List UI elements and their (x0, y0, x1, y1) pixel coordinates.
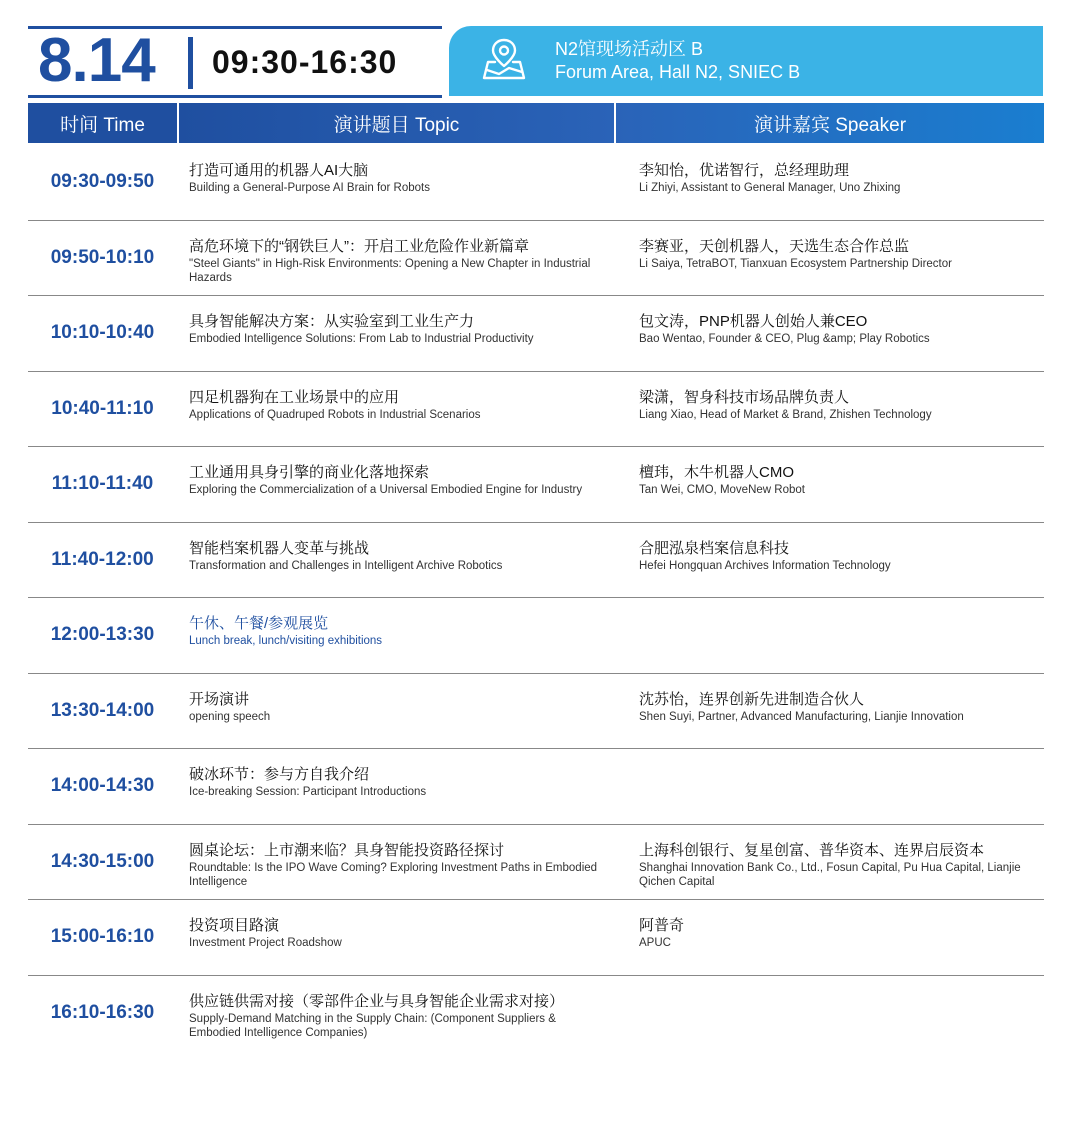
map-pin-icon (481, 36, 527, 82)
session-topic (189, 614, 609, 648)
topic-zh: 四足机器狗在工业场景中的应用 (189, 388, 400, 406)
topic-zh: 供应链供需对接（零部件企业与具身智能企业需求对接） (189, 992, 565, 1010)
table-row (28, 825, 1044, 901)
session-time: 09:30-09:50 (50, 171, 155, 193)
session-time: 15:00-16:10 (50, 926, 155, 948)
topic-en: Ice-breaking Session: Participant Introductions (189, 786, 427, 798)
speaker-en: APUC (639, 937, 671, 949)
session-time: 10:40-11:10 (51, 397, 154, 419)
speaker-en: Bao Wentao, Founder & CEO, Plug &amp; Play Robotics (639, 333, 930, 345)
session-topic (189, 237, 609, 285)
session-time: 14:00-14:30 (50, 775, 155, 797)
session-speaker (639, 539, 1039, 573)
date-time-block (28, 26, 442, 98)
table-header (28, 103, 1044, 143)
topic-en: Embodied Intelligence Solutions: From Lab to Industrial Productivity (189, 333, 534, 345)
divider-bar (188, 37, 193, 89)
location-en: Forum Area, Hall N2, SNIEC B (555, 62, 801, 82)
session-speaker (639, 463, 1039, 497)
session-time: 13:30-14:00 (50, 699, 155, 721)
topic-zh: 圆桌论坛：上市潮来临？具身智能投资路径探讨 (189, 841, 505, 859)
location-banner (449, 26, 1043, 96)
session-speaker (639, 237, 1039, 271)
topic-zh: 高危环境下的“钢铁巨人”：开启工业危险作业新篇章 (189, 237, 529, 255)
session-time: 14:30-15:00 (50, 850, 155, 872)
topic-en: Lunch break, lunch/visiting exhibitions (189, 635, 383, 647)
speaker-zh: 梁潇，智身科技市场品牌负责人 (639, 388, 850, 406)
speaker-en: Li Zhiyi, Assistant to General Manager, Uno Zhixing (639, 182, 901, 194)
session-speaker (639, 841, 1039, 889)
session-speaker (639, 312, 1039, 346)
session-topic (189, 463, 609, 497)
event-time-range: 09:30-16:30 (212, 44, 398, 80)
speaker-zh: 李知怡，优诺智行，总经理助理 (639, 162, 850, 179)
session-topic (189, 841, 609, 889)
topic-en: Investment Project Roadshow (189, 937, 342, 949)
topic-en: Supply-Demand Matching in the Supply Chain: (Component Suppliers & Embodied Intelligence Companies) (189, 1012, 556, 1039)
session-topic (189, 765, 609, 799)
table-row (28, 749, 1044, 825)
topic-zh: 打造可通用的机器人AI大脑 (189, 162, 369, 179)
location-text (555, 38, 800, 84)
table-row (28, 221, 1044, 297)
topic-zh: 工业通用具身引擎的商业化落地探索 (189, 464, 430, 481)
topic-zh: 具身智能解决方案：从实验室到工业生产力 (189, 313, 475, 330)
topic-zh: 智能档案机器人变革与挑战 (189, 539, 370, 557)
speaker-en: Liang Xiao, Head of Market & Brand, Zhishen Technology (639, 408, 932, 421)
session-speaker (639, 765, 1039, 766)
column-header-time: 时间 Time (28, 103, 177, 143)
speaker-en: Li Saiya, TetraBOT, Tianxuan Ecosystem Partnership Director (639, 257, 952, 270)
table-row (28, 372, 1044, 448)
session-topic (189, 539, 609, 573)
table-row (28, 447, 1044, 523)
column-header-speaker: 演讲嘉宾 Speaker (614, 103, 1044, 143)
topic-en: opening speech (189, 710, 271, 723)
topic-zh: 破冰环节：参与方自我介绍 (189, 766, 370, 783)
speaker-zh: 沈苏怡，连界创新先进制造合伙人 (639, 690, 865, 708)
topic-zh: 午休、午餐/参观展览 (189, 615, 329, 632)
table-row (28, 296, 1044, 372)
speaker-en: Shanghai Innovation Bank Co., Ltd., Fosun Capital, Pu Hua Capital, Lianjie Qichen Capital (639, 861, 1021, 888)
session-speaker (639, 690, 1039, 724)
topic-zh: 投资项目路演 (189, 917, 280, 934)
speaker-zh: 李赛亚，天创机器人，天选生态合作总监 (639, 237, 910, 255)
table-row (28, 674, 1044, 750)
speaker-zh: 檀玮，木牛机器人CMO (639, 464, 794, 481)
session-topic (189, 161, 609, 195)
column-header-topic: 演讲题目 Topic (177, 103, 614, 143)
session-topic (189, 312, 609, 346)
location-zh: N2馆现场活动区 B (555, 39, 704, 59)
table-row (28, 976, 1044, 1052)
session-speaker (639, 388, 1039, 422)
header (0, 0, 1080, 100)
speaker-zh: 合肥泓泉档案信息科技 (639, 539, 790, 557)
session-time: 12:00-13:30 (50, 624, 155, 646)
session-speaker (639, 161, 1039, 195)
topic-en: "Steel Giants" in High-Risk Environments: Opening a New Chapter in Industrial Hazards (189, 257, 591, 284)
table-row (28, 598, 1044, 674)
session-speaker (639, 992, 1039, 993)
speaker-en: Tan Wei, CMO, MoveNew Robot (639, 484, 805, 496)
table-row (28, 900, 1044, 976)
session-topic (189, 690, 609, 724)
topic-en: Transformation and Challenges in Intelligent Archive Robotics (189, 559, 503, 572)
speaker-en: Shen Suyi, Partner, Advanced Manufacturing, Lianjie Innovation (639, 710, 964, 723)
speaker-zh: 包文涛，PNP机器人创始人兼CEO (639, 313, 868, 330)
table-row (28, 145, 1044, 221)
session-topic (189, 916, 609, 950)
topic-en: Applications of Quadruped Robots in Industrial Scenarios (189, 408, 481, 421)
session-speaker (639, 916, 1039, 950)
topic-zh: 开场演讲 (189, 690, 250, 708)
session-time: 16:10-16:30 (50, 1002, 155, 1024)
session-topic (189, 992, 609, 1040)
speaker-zh: 上海科创银行、复星创富、普华资本、连界启辰资本 (639, 841, 985, 859)
session-speaker (639, 614, 1039, 615)
topic-en: Roundtable: Is the IPO Wave Coming? Exploring Investment Paths in Embodied Intelligence (189, 861, 598, 888)
session-time: 11:40-12:00 (51, 548, 154, 570)
session-time: 09:50-10:10 (50, 246, 155, 268)
schedule-table (28, 145, 1044, 1051)
table-row (28, 523, 1044, 599)
session-time: 11:10-11:40 (51, 473, 154, 495)
topic-en: Building a General-Purpose AI Brain for Robots (189, 182, 430, 194)
session-time: 10:10-10:40 (50, 322, 155, 344)
topic-en: Exploring the Commercialization of a Universal Embodied Engine for Industry (189, 484, 583, 496)
event-date: 8.14 (38, 26, 155, 95)
speaker-zh: 阿普奇 (639, 917, 685, 934)
speaker-en: Hefei Hongquan Archives Information Technology (639, 559, 891, 572)
session-topic (189, 388, 609, 422)
